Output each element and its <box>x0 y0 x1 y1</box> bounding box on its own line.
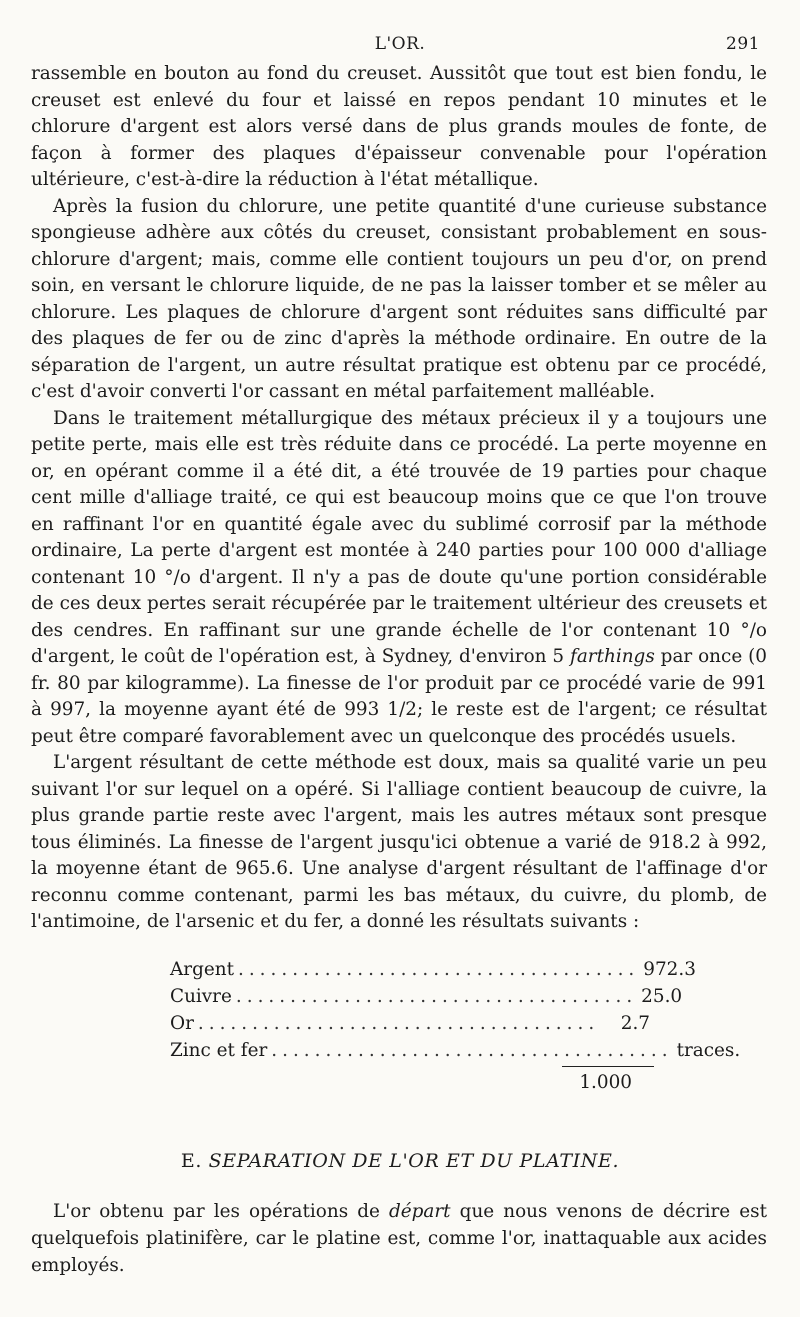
leader-dots: ..................................... <box>271 1040 673 1061</box>
closing-text <box>31 1198 767 1279</box>
paragraph-3-text: Dans le traitement métallurgique des métaux précieux il y a toujours une petite perte, mais elle est très réduite dans ce procédé. La perte moyenne en or, en opérant comme il a été dit, a été trouvée de 19 parties pour chaque cent mille d'alliage traité, ce qui est beaucoup moins que ce que l'on trouve en raffinant l'or en quantité égale avec du sublimé corrosif par la méthode ordinaire, La perte d'argent est montée à 240 parties pour 100 000 d'alliage contenant 10 °/o d'argent. Il n'y a pas de doute qu'une portion considérable de ces deux pertes serait récupérée par le traitement ultérieur des creusets et des cendres. En raffinant sur une grande échelle de l'or contenant 10 °/o d'argent, le coût de l'opération est, à Sydney, d'environ 5 <box>31 407 767 667</box>
paragraph-2: Après la fusion du chlorure, une petite quantité d'une curieuse substance spongieuse adhère aux côtés du creuset, consistant probablement en sous-chlorure d'argent; mais, comme elle contient toujours un peu d'or, on prend soin, en versant le chlorure liquide, de ne pas la laisser tomber et se mêler au chlorure. Les plaques de chlorure d'argent sont réduites sans difficulté par des plaques de fer ou de zinc d'après la méthode ordinaire. En outre de la séparation de l'argent, un autre résultat pratique est obtenu par ce procédé, c'est d'avoir converti l'or cassant en métal parfaitement malléable. <box>31 195 767 402</box>
table-row <box>170 1010 650 1037</box>
analysis-table <box>170 956 741 1096</box>
body-text <box>31 61 767 936</box>
table-row <box>170 956 696 983</box>
row-label: Or <box>170 1013 194 1034</box>
paragraph-5-text: L'or obtenu par les opérations de <box>53 1201 380 1222</box>
paragraph-3 <box>31 406 767 751</box>
row-value: 972.3 <box>643 959 696 980</box>
row-label: Zinc et fer <box>170 1040 268 1061</box>
sum-rule <box>562 1066 654 1067</box>
table-row <box>170 983 683 1010</box>
section-title-text: SEPARATION DE L'OR ET DU PLATINE. <box>208 1150 620 1172</box>
paragraph-1: rassemble en bouton au fond du creuset. Aussitôt que tout est bien fondu, le creuset est enlevé du four et laissé en repos pendant 10 minutes et le chlorure d'argent est alors versé dans de plus grands moules de fonte, de façon à former des plaques d'épaisseur convenable pour l'opération ultérieure, c'est-à-dire la réduction à l'état métallique. <box>31 63 767 190</box>
paragraph-3-italic: farthings <box>570 646 655 667</box>
paragraph-5 <box>31 1198 767 1279</box>
paragraph-3-tail: par once (0 fr. 80 par kilogramme). La finesse de l'or produit par ce procédé varie de 991 à 997, la moyenne ayant été de 993 1/2; le reste est de l'argent; ce résultat peut être comparé favorablement avec un quelconque des procédés usuels. <box>31 646 767 747</box>
paragraph-5-italic: départ <box>389 1201 451 1222</box>
row-value: 2.7 <box>620 1013 650 1034</box>
leader-dots: ..................................... <box>235 986 638 1007</box>
row-value: traces. <box>676 1040 741 1061</box>
row-label: Cuivre <box>170 986 232 1007</box>
table-row <box>170 1037 741 1064</box>
running-head <box>0 34 800 58</box>
paragraph-4: L'argent résultant de cette méthode est doux, mais sa qualité varie un peu suivant l'or sur lequel on a opéré. Si l'alliage contient beaucoup de cuivre, la plus grande partie reste avec l'argent, mais les autres métaux sont presque tous éliminés. La finesse de l'argent jusqu'ici obtenue a varié de 918.2 à 992, la moyenne étant de 965.6. Une analyse d'argent résultant de l'affinage d'or reconnu comme contenant, parmi les bas métaux, du cuivre, du plomb, de l'antimoine, de l'arsenic et du fer, a donné les résultats suivants : <box>31 752 767 932</box>
running-title: L'OR. <box>374 34 426 54</box>
page-number: 291 <box>726 34 760 54</box>
leader-dots: ..................................... <box>197 1013 600 1034</box>
section-heading <box>0 1150 800 1172</box>
row-label: Argent <box>170 959 234 980</box>
section-letter: E. <box>180 1150 203 1172</box>
table-total: 1.000 <box>579 1072 632 1093</box>
leader-dots: ..................................... <box>237 959 640 980</box>
row-value: 25.0 <box>641 986 683 1007</box>
paragraph-5-tail: que nous venons de décrire est quelquefois platinifère, car le platine est, comme l'or, inattaquable aux acides employés. <box>31 1201 767 1276</box>
